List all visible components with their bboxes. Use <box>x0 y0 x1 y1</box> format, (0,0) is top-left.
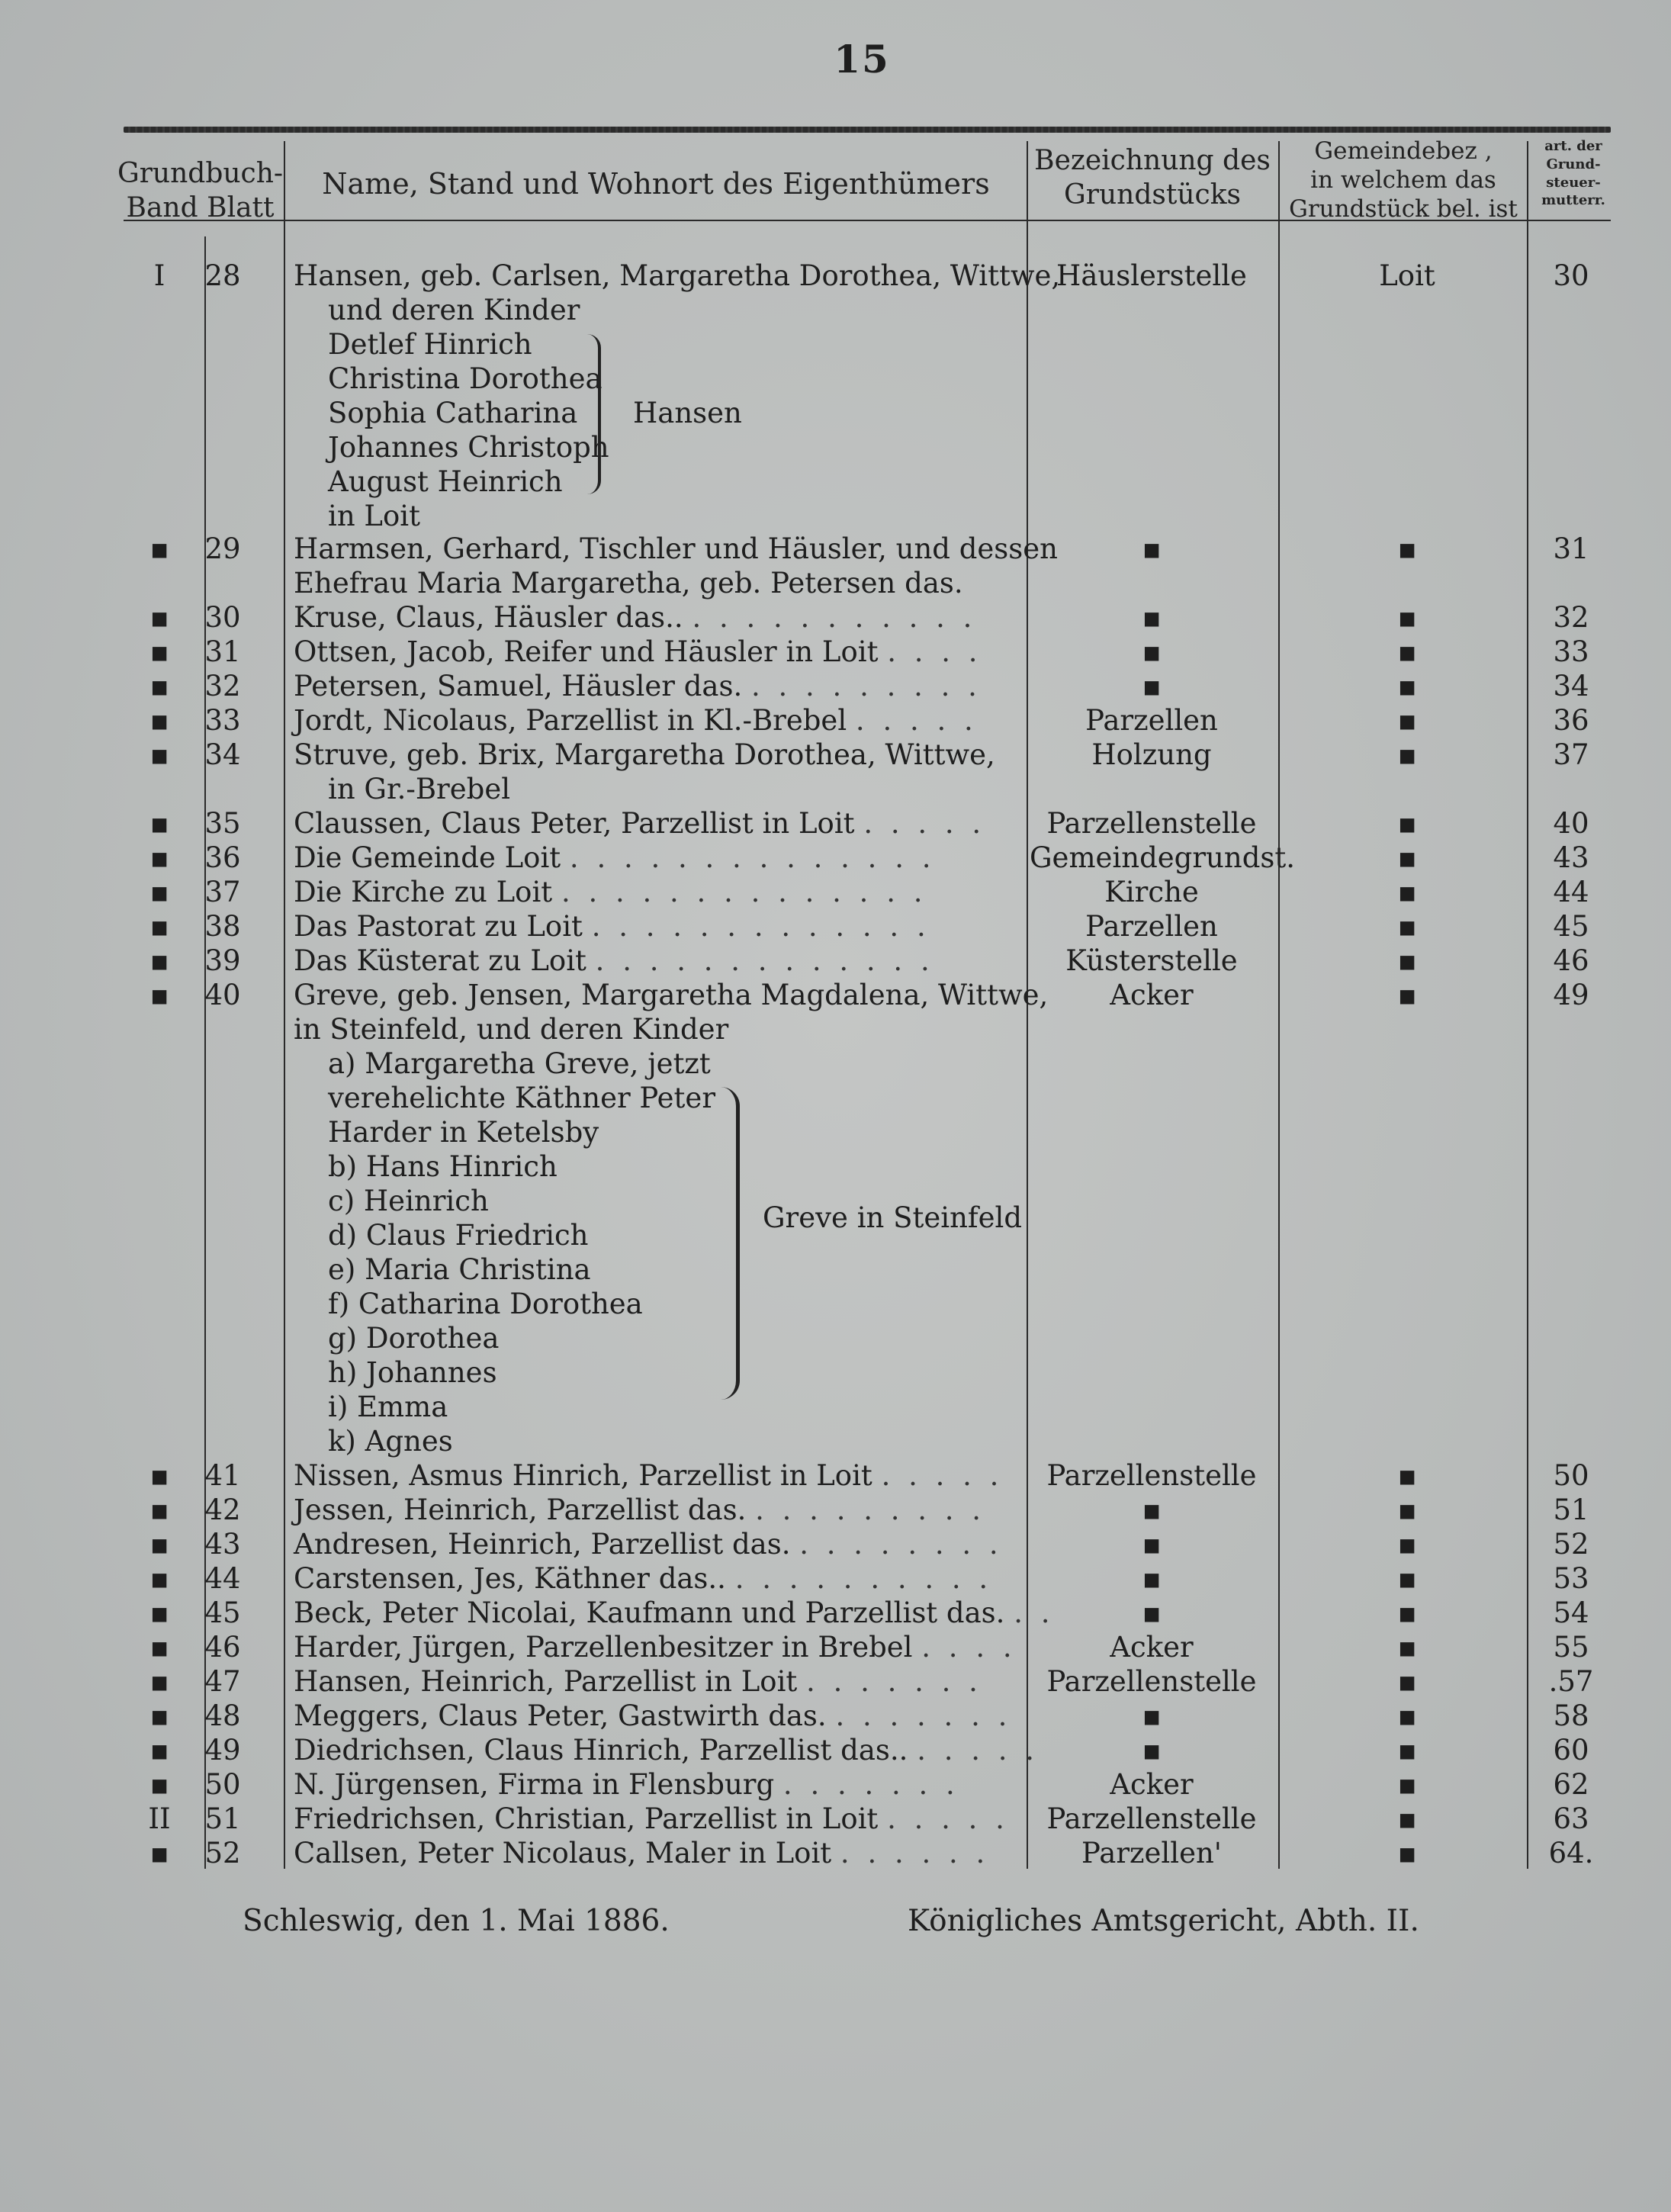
child-name: Harder in Ketelsby <box>328 1116 599 1149</box>
artikel-cell: 54 <box>1553 1596 1589 1629</box>
artikel-cell: 51 <box>1553 1493 1589 1526</box>
owner-name-cell <box>294 876 1022 909</box>
band-cell: ▪ <box>149 1631 169 1664</box>
leader-dots: . . . . . <box>917 1734 1040 1767</box>
header-gem-line1: Gemeindebez , <box>1314 137 1493 165</box>
header-gem-line3: Grundstück bel. ist <box>1289 195 1518 223</box>
gemeinde-cell: ▪ <box>1397 670 1417 703</box>
table-row <box>0 841 1671 875</box>
band-cell: ▪ <box>149 738 169 771</box>
child-row <box>0 1150 1671 1184</box>
blatt-cell: 45 <box>204 1596 241 1629</box>
blatt-cell: 44 <box>204 1562 241 1595</box>
band-cell: ▪ <box>149 841 169 874</box>
leader-dots: . . <box>1014 1596 1055 1629</box>
child-name: Sophia Catharina <box>328 397 578 429</box>
child-name: g) Dorothea <box>328 1322 500 1355</box>
leader-dots: . . . . . . . . . . . <box>692 601 977 634</box>
band-cell: ▪ <box>149 1528 169 1561</box>
gemeinde-cell: ▪ <box>1397 1459 1417 1492</box>
child-name: Christina Dorothea <box>328 362 603 395</box>
owner-name: Struve, geb. Brix, Margaretha Dorothea, Wittwe, <box>294 738 995 771</box>
leader-dots: . . . . . <box>887 1802 1009 1835</box>
child-name: e) Maria Christina <box>328 1253 591 1286</box>
owner-name-continued: in Gr.-Brebel <box>328 773 511 805</box>
child-name: d) Claus Friedrich <box>328 1219 589 1252</box>
children-brace <box>587 334 601 494</box>
gemeinde-cell: ▪ <box>1397 1699 1417 1732</box>
owner-name-continued: in Steinfeld, und deren Kinder <box>294 1013 729 1046</box>
band-cell: ▪ <box>149 1837 169 1870</box>
leader-dots: . . . . . . . <box>835 1699 1012 1732</box>
bezeichnung-cell: Acker <box>1110 1768 1194 1801</box>
leader-dots: . . . . . <box>855 704 978 737</box>
gemeinde-cell: ▪ <box>1397 635 1417 668</box>
owner-name-cell <box>294 1493 1022 1527</box>
table-row <box>0 532 1671 566</box>
owner-name: Callsen, Peter Nicolaus, Maler in Loit <box>294 1837 832 1870</box>
child-name: b) Hans Hinrich <box>328 1150 558 1183</box>
band-cell: ▪ <box>149 670 169 703</box>
child-row <box>0 328 1671 362</box>
gemeinde-cell: ▪ <box>1397 532 1417 565</box>
band-cell: ▪ <box>149 876 169 908</box>
artikel-cell: 46 <box>1553 944 1589 977</box>
leader-dots: . . . . . . . . . <box>755 1493 986 1526</box>
header-grundbuch-label: Grundbuch- <box>117 158 284 189</box>
blatt-cell: 49 <box>204 1734 241 1767</box>
band-cell: I <box>153 259 165 292</box>
bezeichnung-cell: Parzellenstelle <box>1046 1665 1257 1698</box>
blatt-cell: 40 <box>204 979 241 1011</box>
table-row <box>0 1699 1671 1733</box>
owner-name: Nissen, Asmus Hinrich, Parzellist in Loit <box>294 1459 872 1492</box>
artikel-cell: 58 <box>1553 1699 1589 1732</box>
owner-name: Harder, Jürgen, Parzellenbesitzer in Brebel <box>294 1631 913 1664</box>
children-surname: Greve in Steinfeld <box>763 1201 1023 1234</box>
artikel-cell: 64. <box>1548 1837 1594 1870</box>
owner-name-cell <box>294 1459 1022 1493</box>
bezeichnung-cell: Parzellenstelle <box>1046 1459 1257 1492</box>
leader-dots: . . . . . . <box>840 1837 990 1870</box>
band-cell: ▪ <box>149 1459 169 1492</box>
table-row <box>0 807 1671 841</box>
gemeinde-cell: ▪ <box>1397 1528 1417 1561</box>
blatt-cell: 36 <box>204 841 241 874</box>
header-bezeichnung <box>1030 143 1275 212</box>
table-row <box>0 704 1671 738</box>
leader-dots: . . . . <box>921 1631 1017 1664</box>
header-blatt: Blatt <box>207 192 275 223</box>
blatt-cell: 39 <box>204 944 241 977</box>
artikel-cell: 52 <box>1553 1528 1589 1561</box>
band-cell: ▪ <box>149 1596 169 1629</box>
artikel-cell: 30 <box>1553 259 1589 292</box>
owner-name: Meggers, Claus Peter, Gastwirth das. <box>294 1699 827 1732</box>
table-row <box>0 294 1671 327</box>
gemeinde-cell: ▪ <box>1397 979 1417 1011</box>
artikel-cell: .57 <box>1548 1665 1594 1698</box>
table-row <box>0 738 1671 772</box>
top-double-rule <box>124 127 1611 133</box>
table-row <box>0 944 1671 978</box>
table-row <box>0 1768 1671 1802</box>
artikel-cell: 60 <box>1553 1734 1589 1767</box>
blatt-cell: 51 <box>204 1802 241 1835</box>
blatt-cell: 38 <box>204 910 241 943</box>
owner-name-cell <box>294 1528 1022 1561</box>
owner-place: in Loit <box>328 500 420 532</box>
owner-name: Hansen, geb. Carlsen, Margaretha Dorothea, Wittwe, <box>294 259 1061 292</box>
owner-name-cell <box>294 910 1022 944</box>
owner-name-cell <box>294 1699 1022 1733</box>
header-bez-line1: Bezeichnung des <box>1034 145 1271 176</box>
blatt-cell: 42 <box>204 1493 241 1526</box>
artikel-cell: 32 <box>1553 601 1589 634</box>
owner-name-cell <box>294 807 1022 841</box>
child-name: c) Heinrich <box>328 1185 489 1217</box>
owner-name: Carstensen, Jes, Käthner das.. <box>294 1562 726 1595</box>
header-artikel <box>1528 137 1618 210</box>
gemeinde-cell: ▪ <box>1397 1596 1417 1629</box>
owner-name-cell <box>294 1768 1022 1802</box>
table-row <box>0 500 1671 533</box>
table-row <box>0 1802 1671 1836</box>
band-cell: ▪ <box>149 1734 169 1767</box>
gemeinde-cell: ▪ <box>1397 704 1417 737</box>
leader-dots: . . . . . <box>881 1459 1004 1492</box>
header-name: Name, Stand und Wohnort des Eigenthümers <box>322 167 990 201</box>
table-row <box>0 773 1671 806</box>
artikel-cell: 34 <box>1553 670 1589 703</box>
child-row <box>0 1391 1671 1424</box>
table-row <box>0 1837 1671 1870</box>
table-row <box>0 1528 1671 1561</box>
artikel-cell: 55 <box>1553 1631 1589 1664</box>
bezeichnung-cell: Kirche <box>1104 876 1199 908</box>
blatt-cell: 33 <box>204 704 241 737</box>
child-name: k) Agnes <box>328 1425 453 1458</box>
owner-name-continued: und deren Kinder <box>328 294 580 326</box>
blatt-cell: 47 <box>204 1665 241 1698</box>
bezeichnung-cell: ▪ <box>1142 1528 1162 1561</box>
artikel-cell: 62 <box>1553 1768 1589 1801</box>
owner-name-cell <box>294 670 1022 703</box>
owner-name-cell <box>294 704 1022 738</box>
blatt-cell: 48 <box>204 1699 241 1732</box>
blatt-cell: 28 <box>204 259 241 292</box>
owner-name: Kruse, Claus, Häusler das.. <box>294 601 683 634</box>
leader-dots: . . . . . . . . <box>799 1528 1003 1561</box>
bezeichnung-cell: Parzellen <box>1085 910 1218 943</box>
leader-dots: . . . . <box>887 635 982 668</box>
child-row <box>0 1047 1671 1081</box>
child-row <box>0 1185 1671 1234</box>
blatt-cell: 37 <box>204 876 241 908</box>
child-name: h) Johannes <box>328 1356 497 1389</box>
table-row <box>0 1459 1671 1493</box>
child-row <box>0 397 1671 430</box>
band-cell: ▪ <box>149 1768 169 1801</box>
artikel-cell: 44 <box>1553 876 1589 908</box>
artikel-cell: 49 <box>1553 979 1589 1011</box>
child-name: f) Catharina Dorothea <box>328 1288 643 1320</box>
gemeinde-cell: ▪ <box>1397 910 1417 943</box>
child-name: Detlef Hinrich <box>328 328 532 361</box>
blatt-cell: 52 <box>204 1837 241 1870</box>
table-row <box>0 979 1671 1012</box>
blatt-cell: 46 <box>204 1631 241 1664</box>
child-name: Johannes Christoph <box>328 431 609 464</box>
leader-dots: . . . . . . . . . . . . . . <box>561 876 927 908</box>
leader-dots: . . . . . . . . . . . . . <box>591 910 930 943</box>
blatt-cell: 50 <box>204 1768 241 1801</box>
blatt-cell: 35 <box>204 807 241 840</box>
bezeichnung-cell: Parzellenstelle <box>1046 807 1257 840</box>
gemeinde-cell: ▪ <box>1397 1665 1417 1698</box>
artikel-cell: 63 <box>1553 1802 1589 1835</box>
bezeichnung-cell: Acker <box>1110 979 1194 1011</box>
artikel-cell: 33 <box>1553 635 1589 668</box>
artikel-cell: 53 <box>1553 1562 1589 1595</box>
table-row <box>0 259 1671 293</box>
band-cell: ▪ <box>149 910 169 943</box>
gemeinde-cell: ▪ <box>1397 1837 1417 1870</box>
table-row <box>0 1631 1671 1664</box>
owner-name: Jessen, Heinrich, Parzellist das. <box>294 1493 747 1526</box>
owner-name-cell <box>294 1734 1040 1767</box>
artikel-cell: 45 <box>1553 910 1589 943</box>
footer-place-date: Schleswig, den 1. Mai 1886. <box>243 1904 670 1938</box>
table-row <box>0 601 1671 635</box>
footer-authority: Königliches Amtsgericht, Abth. II. <box>908 1904 1419 1938</box>
owner-name: Greve, geb. Jensen, Margaretha Magdalena, Wittwe, <box>294 979 1049 1011</box>
blatt-cell: 41 <box>204 1459 241 1492</box>
band-cell: ▪ <box>149 635 169 668</box>
owner-name: Das Pastorat zu Loit <box>294 910 583 943</box>
band-cell: ▪ <box>149 1665 169 1698</box>
header-art-line1: art. der <box>1544 138 1602 154</box>
owner-name-cell <box>294 635 1022 669</box>
band-cell: ▪ <box>149 532 169 565</box>
owner-name: Jordt, Nicolaus, Parzellist in Kl.-Brebel <box>294 704 847 737</box>
owner-name: Andresen, Heinrich, Parzellist das. <box>294 1528 791 1561</box>
child-name: a) Margaretha Greve, jetzt <box>328 1047 711 1080</box>
artikel-cell: 40 <box>1553 807 1589 840</box>
owner-name-cell <box>294 1665 1022 1699</box>
artikel-cell: 31 <box>1553 532 1589 565</box>
child-row <box>0 1356 1671 1390</box>
band-cell: ▪ <box>149 704 169 737</box>
table-row <box>0 635 1671 669</box>
blatt-cell: 29 <box>204 532 241 565</box>
band-cell: ▪ <box>149 601 169 634</box>
bezeichnung-cell: ▪ <box>1142 601 1162 634</box>
bezeichnung-cell: Parzellenstelle <box>1046 1802 1257 1835</box>
blatt-cell: 31 <box>204 635 241 668</box>
child-row <box>0 1425 1671 1458</box>
gemeinde-cell: ▪ <box>1397 738 1417 771</box>
header-band: Band <box>126 192 198 223</box>
gemeinde-cell: Loit <box>1379 259 1435 292</box>
owner-name: N. Jürgensen, Firma in Flensburg <box>294 1768 775 1801</box>
table-row <box>0 1596 1671 1630</box>
owner-name: Die Gemeinde Loit <box>294 841 561 874</box>
owner-name: Das Küsterat zu Loit <box>294 944 586 977</box>
table-row <box>0 1734 1671 1767</box>
bezeichnung-cell: Acker <box>1110 1631 1194 1664</box>
band-cell: ▪ <box>149 944 169 977</box>
artikel-cell: 36 <box>1553 704 1589 737</box>
leader-dots: . . . . . . . <box>782 1768 959 1801</box>
header-art-line4: mutterr. <box>1541 192 1605 209</box>
bezeichnung-cell: ▪ <box>1142 670 1162 703</box>
table-row <box>0 1665 1671 1699</box>
child-row <box>0 465 1671 499</box>
child-row <box>0 1219 1671 1252</box>
owner-name: Die Kirche zu Loit <box>294 876 553 908</box>
child-row <box>0 362 1671 396</box>
leader-dots: . . . . . . . . . . . . . <box>595 944 934 977</box>
leader-dots: . . . . . . . <box>806 1665 982 1698</box>
owner-name: Harmsen, Gerhard, Tischler und Häusler, und dessen <box>294 532 1058 565</box>
gemeinde-cell: ▪ <box>1397 1631 1417 1664</box>
child-row <box>0 1116 1671 1149</box>
owner-name-cell <box>294 841 1022 875</box>
header-gem-line2: in welchem das <box>1310 166 1496 194</box>
table-row <box>0 1562 1671 1596</box>
table-row <box>0 567 1671 600</box>
bezeichnung-cell: Gemeindegrundst. <box>1030 841 1296 874</box>
owner-name: Ottsen, Jacob, Reifer und Häusler in Loit <box>294 635 879 668</box>
header-band-blatt <box>111 191 290 225</box>
artikel-cell: 50 <box>1553 1459 1589 1492</box>
child-row <box>0 1082 1671 1115</box>
owner-name-continued: Ehefrau Maria Margaretha, geb. Petersen das. <box>294 567 963 600</box>
blatt-cell: 34 <box>204 738 241 771</box>
bezeichnung-cell: Holzung <box>1091 738 1212 771</box>
owner-name-cell <box>294 1631 1022 1664</box>
bezeichnung-cell: Parzellen <box>1085 704 1218 737</box>
bezeichnung-cell: Häuslerstelle <box>1056 259 1247 292</box>
table-row <box>0 910 1671 944</box>
children-brace <box>721 1087 740 1400</box>
band-cell: ▪ <box>149 1562 169 1595</box>
owner-name-cell <box>294 1596 1055 1630</box>
bezeichnung-cell: ▪ <box>1142 635 1162 668</box>
owner-name: Hansen, Heinrich, Parzellist in Loit <box>294 1665 798 1698</box>
table-row <box>0 670 1671 703</box>
leader-dots: . . . . . <box>863 807 986 840</box>
gemeinde-cell: ▪ <box>1397 1802 1417 1835</box>
header-art-line3: steuer- <box>1546 174 1601 191</box>
gemeinde-cell: ▪ <box>1397 601 1417 634</box>
bezeichnung-cell: ▪ <box>1142 1562 1162 1595</box>
child-name: i) Emma <box>328 1391 448 1423</box>
gemeinde-cell: ▪ <box>1397 807 1417 840</box>
owner-name-cell <box>294 601 1022 635</box>
owner-name: Claussen, Claus Peter, Parzellist in Loit <box>294 807 855 840</box>
blatt-cell: 32 <box>204 670 241 703</box>
leader-dots: . . . . . . . . . . . . . . <box>569 841 936 874</box>
owner-name-cell <box>294 944 1022 978</box>
page-number: 15 <box>834 37 890 82</box>
owner-name: Diedrichsen, Claus Hinrich, Parzellist das.. <box>294 1734 908 1767</box>
gemeinde-cell: ▪ <box>1397 1734 1417 1767</box>
leader-dots: . . . . . . . . . <box>750 670 982 703</box>
leader-dots: . . . . . . . . . . <box>734 1562 993 1595</box>
gemeinde-cell: ▪ <box>1397 1768 1417 1801</box>
owner-name-cell <box>294 1802 1022 1836</box>
child-name: August Heinrich <box>328 465 563 498</box>
header-grundbuch <box>111 156 290 225</box>
gemeinde-cell: ▪ <box>1397 841 1417 874</box>
bezeichnung-cell: ▪ <box>1142 1699 1162 1732</box>
bezeichnung-cell: ▪ <box>1142 532 1162 565</box>
child-row <box>0 1288 1671 1321</box>
child-row <box>0 431 1671 465</box>
artikel-cell: 37 <box>1553 738 1589 771</box>
band-cell: ▪ <box>149 1493 169 1526</box>
children-surname: Hansen <box>633 397 742 429</box>
header-art-line2: Grund- <box>1546 156 1601 172</box>
table-row <box>0 876 1671 909</box>
header-gemeindebezirk <box>1281 137 1525 223</box>
child-row <box>0 1253 1671 1287</box>
blatt-cell: 43 <box>204 1528 241 1561</box>
child-name: verehelichte Käthner Peter <box>328 1082 716 1114</box>
table-row <box>0 1493 1671 1527</box>
bezeichnung-cell: ▪ <box>1142 1734 1162 1767</box>
owner-name: Friedrichsen, Christian, Parzellist in Loit <box>294 1802 879 1835</box>
owner-name: Beck, Peter Nicolai, Kaufmann und Parzellist das. <box>294 1596 1005 1629</box>
gemeinde-cell: ▪ <box>1397 944 1417 977</box>
band-cell: ▪ <box>149 807 169 840</box>
child-row <box>0 1322 1671 1355</box>
bezeichnung-cell: ▪ <box>1142 1493 1162 1526</box>
gemeinde-cell: ▪ <box>1397 1562 1417 1595</box>
bezeichnung-cell: Parzellen' <box>1081 1837 1222 1870</box>
blatt-cell: 30 <box>204 601 241 634</box>
band-cell: ▪ <box>149 979 169 1011</box>
bezeichnung-cell: ▪ <box>1142 1596 1162 1629</box>
band-cell: ▪ <box>149 1699 169 1732</box>
artikel-cell: 43 <box>1553 841 1589 874</box>
table-row <box>0 1013 1671 1047</box>
gemeinde-cell: ▪ <box>1397 876 1417 908</box>
bezeichnung-cell: Küsterstelle <box>1065 944 1238 977</box>
band-cell: II <box>148 1802 171 1835</box>
gemeinde-cell: ▪ <box>1397 1493 1417 1526</box>
owner-name-cell <box>294 1837 1022 1870</box>
owner-name-cell <box>294 1562 1022 1596</box>
header-bez-line2: Grundstücks <box>1064 179 1241 211</box>
owner-name: Petersen, Samuel, Häusler das. <box>294 670 743 703</box>
